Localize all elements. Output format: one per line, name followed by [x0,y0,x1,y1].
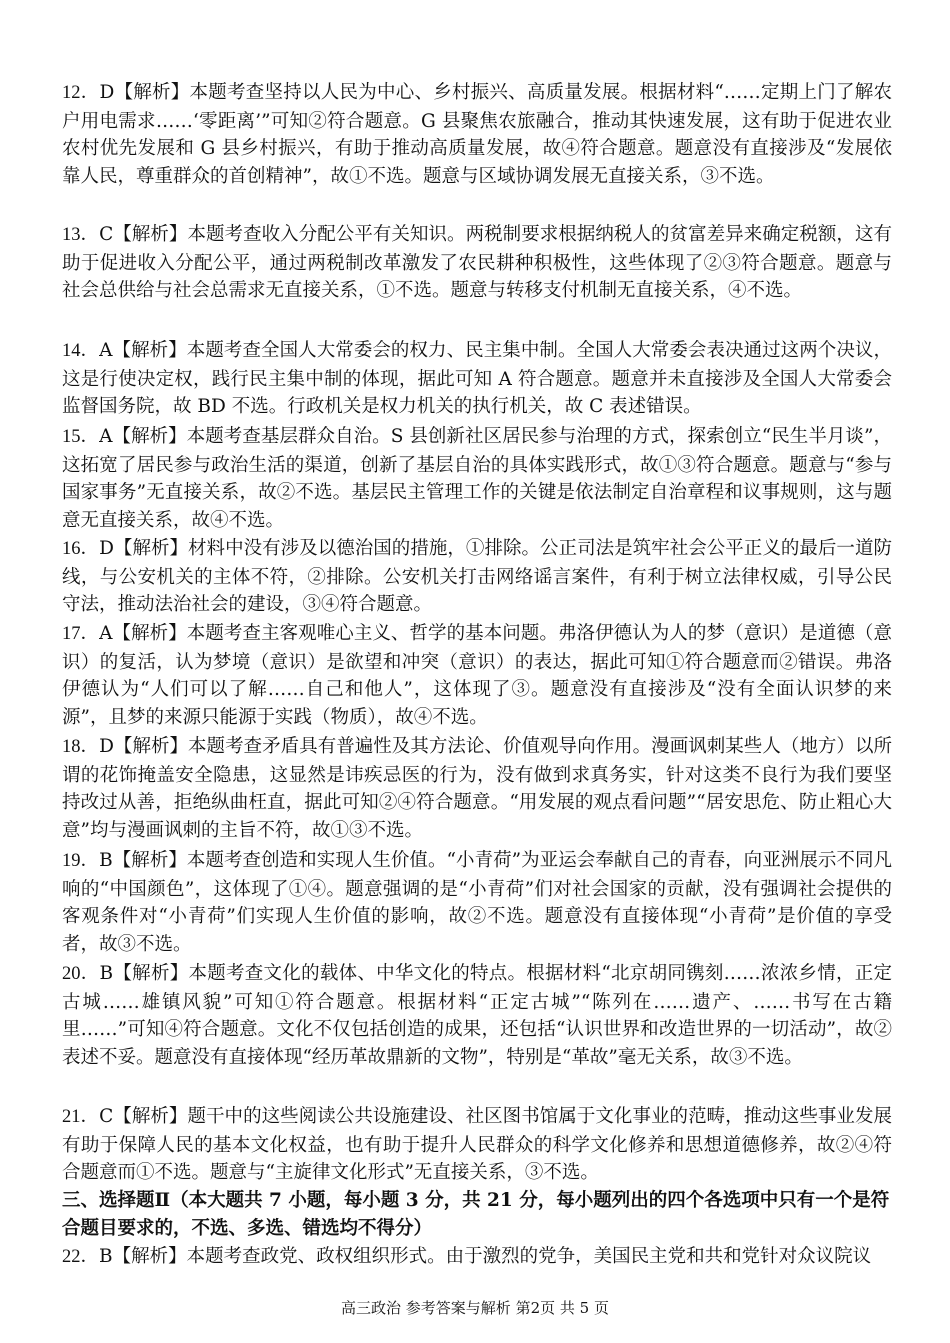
item-text: D【解析】本题考查矛盾具有普遍性及其方法论、价值观导向作用。漫画讽刺某些人（地方）以所谓的花饰掩盖安全隐患，这显然是讳疾忌医的行为，没有做到求真务实，针对这类不良行为我们要坚持改过从善，拒绝纵曲枉直，据此可知②④符合题意。“用发展的观点看问题”“居安思危、防止粗心大意”均与漫画讽刺的主旨不符，故①③不选。 [62,736,892,841]
item-number: 13． [62,225,100,245]
item-number: 14． [62,341,100,361]
answer-item-20 [62,960,892,1071]
item-text: C【解析】题干中的这些阅读公共设施建设、社区图书馆属于文化事业的范畴，推动这些事业发展有助于保障人民的基本文化权益，也有助于提升人民群众的科学文化修养和思想道德修养，故②④符合题意而①不选。题意与“主旋律文化形式”无直接关系，③不选。 [62,1106,892,1184]
item-number: 16． [62,539,100,559]
item-number: 18． [62,737,100,757]
item-text: A【解析】本题考查全国人大常委会的权力、民主集中制。全国人大常委会表决通过这两个决议，这是行使决定权，践行民主集中制的体现，据此可知 A 符合题意。题意并未直接涉及全国人大常委会监督国务院，故 BD 不选。行政机关是权力机关的执行机关，故 C 表述错误。 [62,340,892,418]
item-text: C【解析】本题考查收入分配公平有关知识。两税制要求根据纳税人的贫富差异来确定税额，这有助于促进收入分配公平，通过两税制改革激发了农民耕种积极性，这些体现了②③符合题意。题意与社会总供给与社会总需求无直接关系，①不选。题意与转移支付机制无直接关系，④不选。 [62,224,892,302]
item-number: 19． [62,851,100,871]
answer-item-19 [62,847,892,958]
answer-item-17 [62,620,892,731]
item-text: A【解析】本题考查基层群众自治。S 县创新社区居民参与治理的方式，探索创立“民生半月谈”，这拓宽了居民参与政治生活的渠道，创新了基层自治的具体实践形式，故①③符合题意。题意与“参与国家事务”无直接关系，故②不选。基层民主管理工作的关键是依法制定自治章程和议事规则，这与题意无直接关系，故④不选。 [62,426,892,531]
item-number: 15． [62,427,100,447]
section-heading: 三、选择题Ⅱ（本大题共 7 小题，每小题 3 分，共 21 分，每小题列出的四个各选项中只有一个是符合题目要求的，不选、多选、错选均不得分） [62,1190,890,1239]
item-text: D【解析】本题考查坚持以人民为中心、乡村振兴、高质量发展。根据材料“……定期上门了解农户用电需求……‘零距离’”可知②符合题意。G 县聚焦农旅融合，推动其快速发展，这有助于促进农业农村优先发展和 G 县乡村振兴，有助于推动高质量发展，故④符合题意。题意没有直接涉及“发展依靠人民，尊重群众的首创精神”，故①不选。题意与区域协调发展无直接关系，③不选。 [62,82,892,187]
answer-item-14 [62,337,892,421]
item-number: 20． [62,964,100,984]
answer-item-21 [62,1103,892,1187]
answer-item-13 [62,221,892,305]
item-number: 12． [62,83,100,103]
answer-item-16 [62,535,892,619]
item-text: A【解析】本题考查主客观唯心主义、哲学的基本问题。弗洛伊德认为人的梦（意识）是道德（意识）的复活，认为梦境（意识）是欲望和冲突（意识）的表达，据此可知①符合题意而②错误。弗洛伊德认为“人们可以了解……自己和他人”，这体现了③。题意没有直接涉及“没有全面认识梦的来源”，且梦的来源只能源于实践（物质），故④不选。 [62,623,892,728]
answer-item-18 [62,733,892,844]
item-text: B【解析】本题考查政党、政权组织形式。由于激烈的党争，美国民主党和共和党针对众议院议 [99,1246,872,1267]
item-number: 21． [62,1107,100,1127]
answer-item-22 [62,1243,892,1272]
item-text: B【解析】本题考查创造和实现人生价值。“小青荷”为亚运会奉献自己的青春，向亚洲展示不同凡响的“中国颜色”，这体现了①④。题意强调的是“小青荷”们对社会国家的贡献，没有强调社会提供的客观条件对“小青荷”们实现人生价值的影响，故②不选。题意没有直接体现“小青荷”是价值的享受者，故③不选。 [62,850,892,955]
answer-item-12 [62,79,892,190]
item-number: 22． [62,1247,100,1267]
page-footer: 高三政治 参考答案与解析 第2页 共 5 页 [341,1299,609,1317]
item-text: D【解析】材料中没有涉及以德治国的措施，①排除。公正司法是筑牢社会公平正义的最后一道防线，与公安机关的主体不符，②排除。公安机关打击网络谣言案件，有利于树立法律权威，引导公民守法，推动法治社会的建设，③④符合题意。 [62,538,892,616]
item-number: 17． [62,624,100,644]
item-text: B【解析】本题考查文化的载体、中华文化的特点。根据材料“北京胡同镌刻……浓浓乡情，正定古城……雄镇风貌”可知①符合题意。根据材料“正定古城”“陈列在……遗产、……书写在古籍里……”可知④符合题意。文化不仅包括创造的成果，还包括“认识世界和改造世界的一切活动”，故②表述不妥。题意没有直接体现“经历革故鼎新的文物”，特别是“革故”毫无关系，故③不选。 [62,963,892,1068]
answer-item-15 [62,423,892,534]
